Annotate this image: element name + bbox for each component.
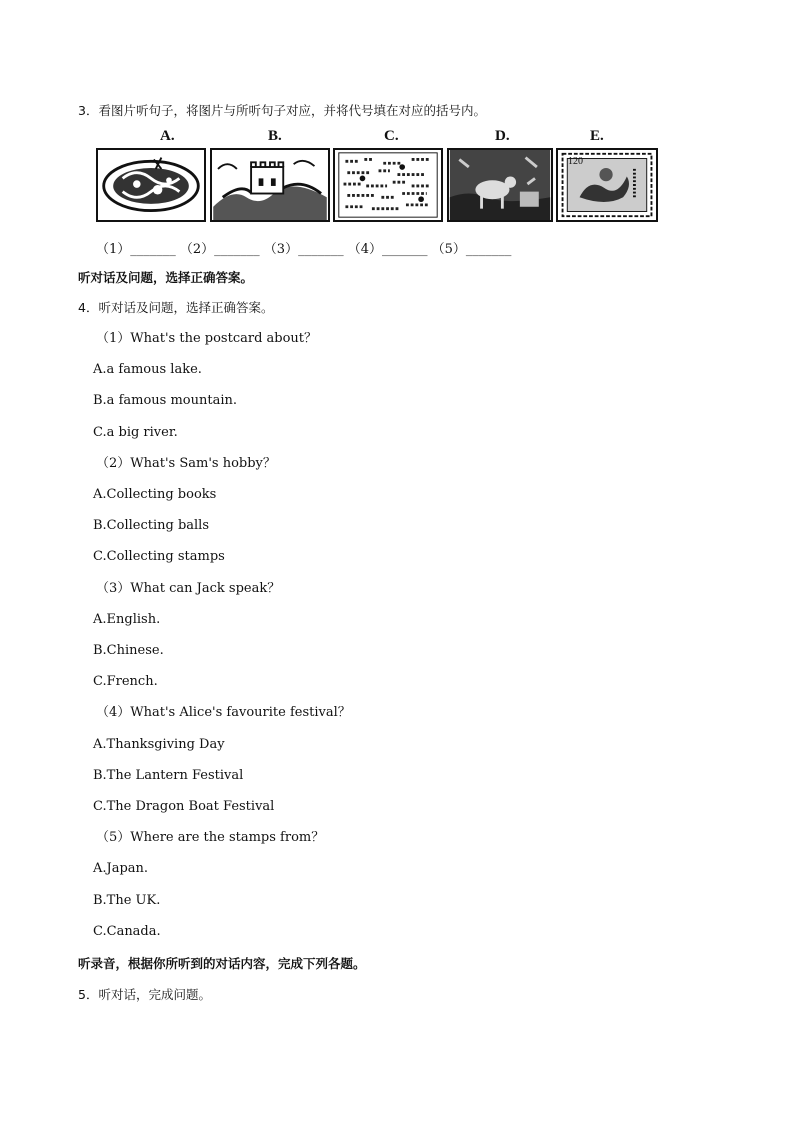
question-4-instruction: 4．听对话及问题，选择正确答案。 — [78, 300, 274, 315]
q4-3-option-a[interactable]: A.English. — [93, 612, 161, 627]
section-heading-listen-complete: 听录音，根据你所听到的对话内容，完成下列各题。 — [78, 956, 366, 971]
picture-row — [96, 128, 666, 224]
q4-5-question: （5）Where are the stamps from？ — [96, 830, 325, 845]
q4-3-question: （3）What can Jack speak？ — [96, 581, 281, 596]
answer-blanks[interactable]: （1）_______ （2）_______ （3）_______ （4）_______ （5）_______ — [96, 242, 512, 257]
q4-3-option-b[interactable]: B.Chinese. — [93, 643, 164, 658]
great-wall-image — [212, 150, 328, 220]
question-5-instruction: 5．听对话，完成问题。 — [78, 987, 211, 1002]
q4-1-option-b[interactable]: B.a famous mountain. — [93, 393, 237, 408]
q4-2-option-b[interactable]: B.Collecting balls — [93, 518, 210, 533]
picture-label-d: D. — [495, 128, 510, 144]
animal-scene-image — [449, 150, 551, 220]
q4-4-option-b[interactable]: B.The Lantern Festival — [93, 768, 244, 783]
picture-label-a: A. — [160, 128, 175, 144]
q4-4-option-c[interactable]: C.The Dragon Boat Festival — [93, 799, 275, 814]
picture-c — [333, 148, 443, 222]
q4-1-question: （1）What's the postcard about？ — [96, 331, 318, 346]
q4-2-option-a[interactable]: A.Collecting books — [93, 487, 217, 502]
q4-1-option-c[interactable]: C.a big river. — [93, 425, 178, 440]
picture-d — [447, 148, 553, 222]
q4-2-option-c[interactable]: C.Collecting stamps — [93, 549, 225, 564]
picture-label-b: B. — [268, 128, 282, 144]
picture-b — [210, 148, 330, 222]
picture-e — [556, 148, 658, 222]
map-image — [335, 150, 441, 220]
picture-a — [96, 148, 206, 222]
q4-5-option-a[interactable]: A.Japan. — [93, 861, 149, 876]
question-3-instruction: 3．看图片听句子，将图片与所听句子对应，并将代号填在对应的括号内。 — [78, 103, 486, 118]
q4-5-option-c[interactable]: C.Canada. — [93, 924, 161, 939]
section-heading-listen-choose: 听对话及问题，选择正确答案。 — [78, 270, 254, 285]
q4-5-option-b[interactable]: B.The UK. — [93, 893, 161, 908]
q4-3-option-c[interactable]: C.French. — [93, 674, 158, 689]
q4-1-option-a[interactable]: A.a famous lake. — [93, 362, 202, 377]
stamp-value: 120 — [568, 156, 583, 167]
rugby-ball-image — [98, 150, 204, 220]
picture-label-e: E. — [590, 128, 604, 144]
q4-2-question: （2）What's Sam's hobby？ — [96, 456, 276, 471]
q4-4-option-a[interactable]: A.Thanksgiving Day — [93, 737, 225, 752]
q4-4-question: （4）What's Alice's favourite festival？ — [96, 705, 351, 720]
picture-label-c: C. — [384, 128, 399, 144]
